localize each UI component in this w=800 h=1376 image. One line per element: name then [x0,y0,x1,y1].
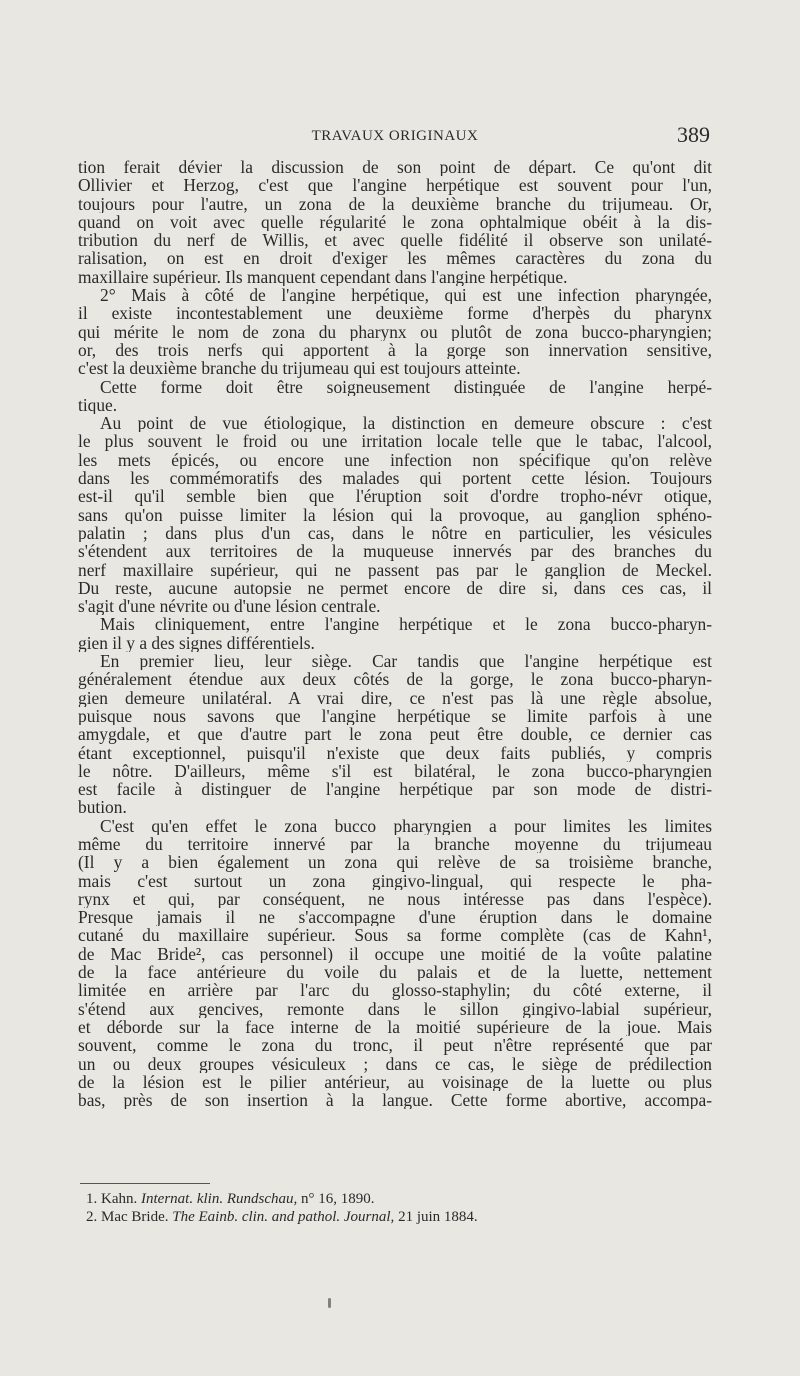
text-line: le nôtre. D'ailleurs, même s'il est bilatéral, le zona bucco-pharyngien [78,761,712,781]
text-line: ralisation, on est en droit d'exiger les mêmes caractères du zona du [78,249,712,268]
body-text [78,158,712,1109]
text-line: En premier lieu, leur siège. Car tandis que l'angine herpétique est [100,652,712,671]
text-line: dans les commémoratifs des malades qui portent cette lésion. Toujours [78,469,712,488]
text-line: s'étend aux gencives, remonte dans le sillon gingivo-labial supérieur, [78,999,712,1018]
text-line: de Mac Bride², cas personnel) il occupe une moitié de la voûte palatine [78,944,712,964]
page-number: 389 [677,122,710,147]
text-line: maxillaire supérieur. Ils manquent cependant dans l'angine herpétique. [78,267,568,287]
text-line: de la face antérieure du voile du palais et de la luette, nettement [78,963,712,982]
text-line: bas, près de son insertion à la langue. Cette forme abortive, accompa- [78,1091,712,1110]
running-title: TRAVAUX ORIGINAUX [311,128,479,144]
text-line: 2° Mais à côté de l'angine herpétique, qui est une infection pharyngée, [100,286,712,305]
text-line: cutané du maxillaire supérieur. Sous sa forme complète (cas de Kahn¹, [78,926,712,945]
text-line: amygdale, et que d'autre part le zona peut être double, ce dernier cas [78,725,712,744]
footnote [80,1190,710,1208]
text-line: nerf maxillaire supérieur, qui ne passent pas par le ganglion de Meckel. [78,560,712,579]
text-line: Presque jamais il ne s'accompagne d'une éruption dans le domaine [78,908,712,927]
text-line: sans qu'on puisse limiter la lésion qui la provoque, au ganglion sphéno- [78,505,712,524]
text-line: gien il y a des signes différentiels. [78,633,315,653]
footnote-author: Kahn. [101,1191,138,1207]
text-line: et déborde sur la face interne de la moitié supérieure de la joue. Mais [78,1017,712,1037]
text-line: s'agit d'une névrite ou d'une lésion centrale. [78,597,381,616]
text-line: est-il qu'il semble bien que l'éruption soit d'ordre tropho-névr otique, [78,487,712,506]
footnote-source: Internat. klin. Rundschau, [141,1191,298,1207]
text-line: le plus souvent le froid ou une irritation locale telle que le tabac, l'alcool, [78,432,712,451]
text-line: (Il y a bien également un zona qui relève de sa troisième branche, [78,853,712,872]
footnote-source: The Eainb. clin. and pathol. Journal, [172,1209,395,1225]
footnote-number: 2. [86,1209,98,1225]
text-line: tion ferait dévier la discussion de son point de départ. Ce qu'ont dit [78,158,712,177]
text-line: généralement étendue aux deux côtés de la gorge, le zona bucco-pharyn- [78,670,712,689]
ink-mark [328,1298,331,1308]
text-line: de la lésion est le pilier antérieur, au voisinage de la luette ou plus [78,1072,712,1092]
text-line: Ollivier et Herzog, c'est que l'angine herpétique est souvent pour l'un, [78,176,712,195]
text-line: il existe incontestablement une deuxième forme d'herpès du pharynx [78,304,712,323]
text-line: quand on voit avec quelle régularité le zona ophtalmique obéit à la dis- [78,212,712,232]
footnote [80,1208,710,1226]
text-line: souvent, comme le zona du tronc, il peut n'être représenté que par [78,1036,712,1055]
text-line: tribution du nerf de Willis, et avec quelle fidélité il observe son unilaté- [78,231,712,250]
text-line: rynx et qui, par conséquent, ne nous intéresse pas dans l'espèce). [78,889,712,909]
text-line: s'étendent aux territoires de la muqueuse innervés par des branches du [78,542,712,561]
text-line: qui mérite le nom de zona du pharynx ou plutôt de zona bucco-pharyngien; [78,322,712,341]
text-line: les mets épicés, ou encore une infection non spécifique qu'on relève [78,450,712,470]
text-line: C'est qu'en effet le zona bucco pharyngien a pour limites les limites [100,816,712,835]
footnote-author: Mac Bride. [101,1209,169,1225]
text-line: toujours pour l'autre, un zona de la deuxième branche du trijumeau. Or, [78,194,712,213]
text-line: gien demeure unilatéral. A vrai dire, ce n'est pas là une règle absolue, [78,688,712,707]
text-line: or, des trois nerfs qui apportent à la gorge son innervation sensitive, [78,340,712,360]
text-line: Au point de vue étiologique, la distinction en demeure obscure : c'est [100,414,712,433]
text-line: même du territoire innervé par la branche moyenne du trijumeau [78,834,712,854]
text-line: palatin ; dans plus d'un cas, dans le nôtre en particulier, les vésicules [78,523,712,543]
footnotes [80,1190,710,1226]
text-line: puisque nous savons que l'angine herpétique se limite parfois à une [78,706,712,726]
text-line: mais c'est surtout un zona gingivo-lingual, qui respecte le pha- [78,871,712,890]
footnote-number: 1. [86,1191,98,1207]
text-line: un ou deux groupes vésiculeux ; dans ce cas, le siège de prédilection [78,1054,712,1073]
text-line: Cette forme doit être soigneusement distinguée de l'angine herpé- [100,377,712,396]
text-line: c'est la deuxième branche du trijumeau qui est toujours atteinte. [78,359,521,378]
footnote-detail: 21 juin 1884. [398,1209,478,1225]
footnote-detail: n° 16, 1890. [300,1191,375,1207]
text-line: est facile à distinguer de l'angine herpétique par son mode de distri- [78,780,712,799]
text-line: tique. [78,395,118,415]
text-line: Mais cliniquement, entre l'angine herpétique et le zona bucco-pharyn- [100,615,712,634]
text-line: limitée en arrière par l'arc du glosso-staphylin; du côté externe, il [78,981,712,1000]
text-line: étant exceptionnel, puisqu'il n'existe que deux faits publiés, y compris [78,743,712,762]
text-line: bution. [78,798,127,817]
footnote-divider [80,1183,210,1184]
text-line: Du reste, aucune autopsie ne permet encore de dire si, dans ces cas, il [78,578,712,598]
running-header [80,122,710,152]
